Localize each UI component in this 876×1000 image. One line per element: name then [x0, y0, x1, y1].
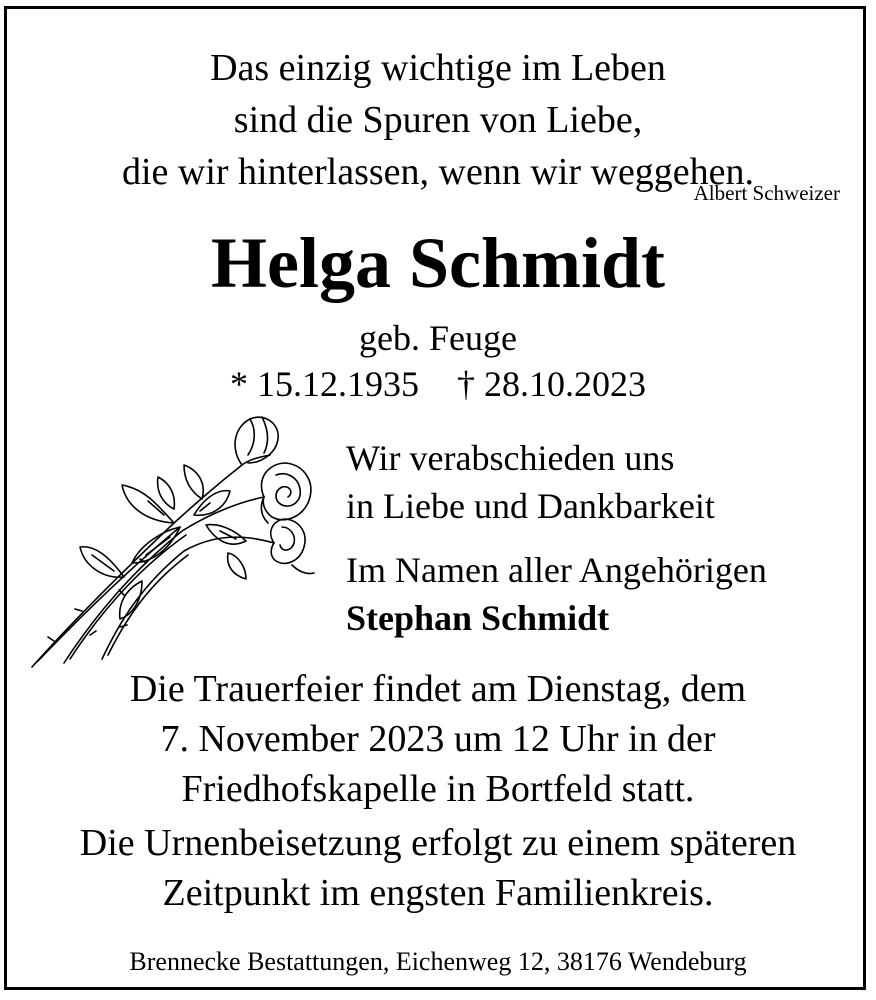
quote: [0, 42, 876, 198]
roses-icon: [24, 405, 324, 675]
deceased-name: Helga Schmidt: [210, 223, 665, 303]
ceremony-info: [0, 664, 876, 814]
quote-line-1: Das einzig wichtige im Leben: [210, 47, 666, 89]
quote-line-2: sind die Spuren von Liebe,: [233, 99, 643, 141]
urn-line-2: Zeitpunkt im engsten Familienkreis.: [162, 872, 714, 914]
signer-name: Stephan Schmidt: [346, 598, 610, 638]
ceremony-line-1: Die Trauerfeier findet am Dienstag, dem: [129, 668, 747, 710]
farewell-line-1: Wir verabschieden uns: [346, 438, 675, 478]
birth-date: * 15.12.1935: [230, 364, 419, 404]
birth-name: geb. Feuge: [359, 318, 517, 358]
life-dates: [0, 362, 876, 406]
farewell-message: [346, 434, 715, 530]
signature: [346, 546, 767, 642]
signature-intro: Im Namen aller Angehörigen: [346, 550, 767, 590]
quote-line-3: die wir hinterlassen, wenn wir weggehen.: [121, 151, 755, 193]
urn-line-1: Die Urnenbeisetzung erfolgt zu einem späteren: [79, 822, 797, 864]
farewell-line-2: in Liebe und Dankbarkeit: [346, 486, 715, 526]
ceremony-line-2: 7. November 2023 um 12 Uhr in der: [160, 718, 716, 760]
undertaker-footer: Brennecke Bestattungen, Eichenweg 12, 38176 Wendeburg: [129, 947, 747, 976]
ceremony-line-3: Friedhofskapelle in Bortfeld statt.: [181, 768, 695, 810]
urn-burial-info: [0, 818, 876, 918]
quote-author: Albert Schweizer: [693, 181, 840, 205]
death-date: † 28.10.2023: [457, 364, 646, 404]
